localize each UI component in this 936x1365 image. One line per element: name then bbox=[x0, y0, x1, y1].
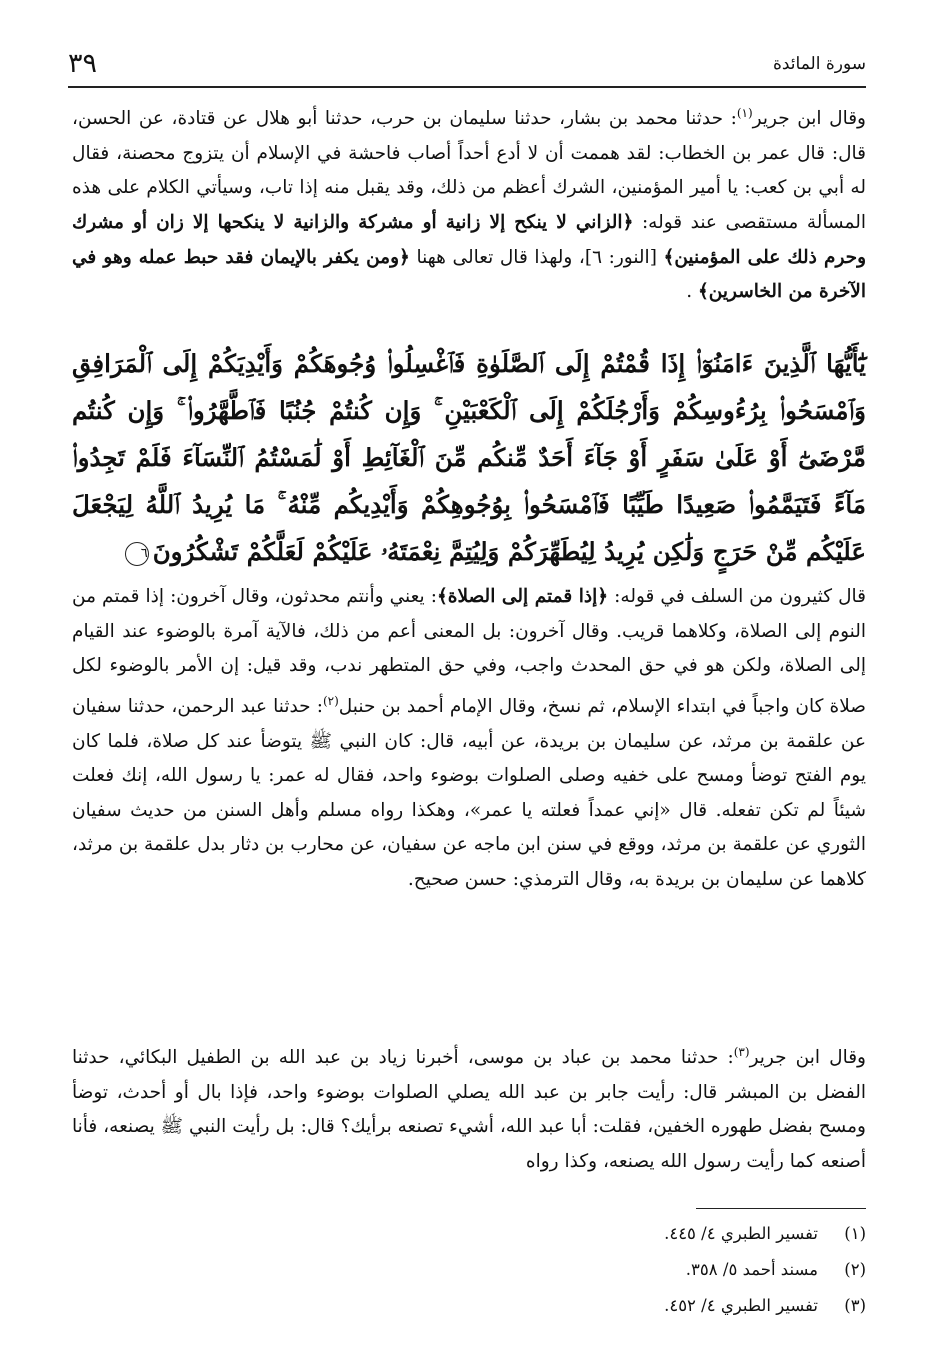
footnote bbox=[664, 1216, 866, 1252]
text-segment: : حدثنا محمد بن بشار، حدثنا سليمان بن حرب، حدثنا أبو هلال عن قتادة، عن الحسن، قال: قال عمر بن الخطاب: لقد هممت أن لا أدع أحداً أصاب فاحشة في الإسلام أن يتزوج محصنة، فقال له أبي بن كعب: يا أمير المؤمنين، الشرك أعظم من ذلك، وقد يقبل منه إذا تاب، وسيأتي الكلام على هذه المسألة مستقصى عند قوله: bbox=[72, 108, 866, 233]
footnote-text: تفسير الطبري ٤/ ٤٥٢. bbox=[664, 1296, 818, 1315]
footnote-text: مسند أحمد ٥/ ٣٥٨. bbox=[685, 1260, 818, 1279]
text-segment: قال كثيرون من السلف في قوله: bbox=[608, 586, 866, 607]
text-segment: وقال ابن جرير bbox=[749, 1047, 866, 1069]
footnote bbox=[664, 1288, 866, 1324]
text-segment: : حدثنا عبد الرحمن، حدثنا سفيان عن علقمة بن مرثد، عن سليمان بن بريدة، عن أبيه، قال: كان النبي ﷺ يتوضأ عند كل صلاة، فلما كان يوم الفتح توضأ ومسح على خفيه وصلى الصلوات بوضوء واحد، فقال له عمر: يا رسول الله، إنك فعلت شيئاً لم تكن تفعله. قال «إني عمداً فعلته يا عمر»، وهكذا رواه مسلم وأهل السنن من حديث سفيان الثوري عن علقمة بن مرثد، ووقع في سنن ابن ماجه عن سفيان، عن محارب بن دثار بدل علقمة بن مرثد، كلاهما عن سليمان بن بريدة به، وقال الترمذي: حسن صحيح. bbox=[72, 695, 866, 890]
footnote-number: (٢) bbox=[844, 1260, 866, 1279]
paragraph-ibn-jarir-1 bbox=[72, 96, 866, 310]
page-header bbox=[68, 48, 866, 88]
text-segment: . bbox=[686, 281, 698, 303]
quran-quote: ﴿إذا قمتم إلى الصلاة﴾ bbox=[436, 586, 609, 607]
text-segment: وقال ابن جرير bbox=[752, 108, 866, 130]
footnote-ref-2: (٢) bbox=[322, 693, 339, 708]
quran-quote: ﴿ومن يكفر بالإيمان فقد حبط عمله وهو في الآخرة من الخاسرين﴾ bbox=[72, 246, 866, 303]
surah-title: سورة المائدة bbox=[772, 54, 866, 74]
footnote-text: تفسير الطبري ٤/ ٤٤٥. bbox=[664, 1224, 818, 1243]
paragraph-ibn-jarir-2 bbox=[72, 1035, 866, 1180]
quran-verse-block bbox=[72, 340, 866, 575]
footnote-ref-1: (١) bbox=[736, 106, 753, 120]
footnote-number: (٣) bbox=[844, 1296, 866, 1315]
paragraph-commentary bbox=[72, 580, 866, 898]
text-segment: : يعني وأنتم محدثون، وقال آخرون: إذا قمتم من النوم إلى الصلاة، وكلاهما قريب. وقال آخرون: بل المعنى أعم من ذلك، فالآية آمرة بالوضوء عند القيام إلى الصلاة، ولكن هو في حق المحدث واجب، وفي حق المتطهر ندب، وقد قيل: إن الأمر بالوضوء لكل صلاة كان واجباً في ابتداء الإسلام، ثم نسخ، وقال الإمام أحمد بن حنبل bbox=[72, 586, 866, 717]
text-segment: [النور: ٦]، ولهذا قال تعالى ههنا bbox=[409, 246, 664, 268]
page-number: ٣٩ bbox=[68, 48, 98, 79]
footnote-number: (١) bbox=[844, 1224, 866, 1243]
footnote bbox=[664, 1252, 866, 1288]
footnote-ref-3: (٣) bbox=[733, 1045, 750, 1059]
footnote-separator bbox=[696, 1208, 866, 1209]
footnotes bbox=[664, 1216, 866, 1324]
quran-quote: ﴿الزاني لا ينكح إلا زانية أو مشركة والزانية لا ينكحها إلا زان أو مشرك وحرم ذلك على المؤمنين﴾ bbox=[72, 211, 867, 268]
quran-verse-text: يَٰٓأَيُّهَا ٱلَّذِينَ ءَامَنُوٓا۟ إِذَا قُمْتُمْ إِلَى ٱلصَّلَوٰةِ فَٱغْسِلُوا۟ وُجُوهَكُمْ وَأَيْدِيَكُمْ إِلَى ٱلْمَرَافِقِ وَٱمْسَحُوا۟ بِرُءُوسِكُمْ وَأَرْجُلَكُمْ إِلَى ٱلْكَعْبَيْنِ ۚ وَإِن كُنتُمْ جُنُبًا فَٱطَّهَّرُوا۟ ۚ وَإِن كُنتُم مَّرْضَىٰٓ أَوْ عَلَىٰ سَفَرٍ أَوْ جَآءَ أَحَدٌ مِّنكُم مِّنَ ٱلْغَآئِطِ أَوْ لَٰمَسْتُمُ ٱلنِّسَآءَ فَلَمْ تَجِدُوا۟ مَآءً فَتَيَمَّمُوا۟ صَعِيدًا طَيِّبًا فَٱمْسَحُوا۟ بِوُجُوهِكُمْ وَأَيْدِيكُم مِّنْهُ ۚ مَا يُرِيدُ ٱللَّهُ لِيَجْعَلَ عَلَيْكُم مِّنْ حَرَجٍ وَلَٰكِن يُرِيدُ لِيُطَهِّرَكُمْ وَلِيُتِمَّ نِعْمَتَهُۥ عَلَيْكُمْ لَعَلَّكُمْ تَشْكُرُونَ bbox=[72, 349, 866, 566]
ayah-number-marker: ٦ bbox=[125, 542, 149, 566]
text-segment: : حدثنا محمد بن عباد بن موسى، أخبرنا زياد بن عبد الله بن الطفيل البكائي، حدثنا الفضل بن المبشر قال: رأيت جابر بن عبد الله يصلي الصلوات بوضوء واحد، فإذا بال أو أحدث، توضأ ومسح بفضل طهوره الخفين، فقلت: أبا عبد الله، أشيء تصنعه برأيك؟ قال: بل رأيت النبي ﷺ يصنعه، فأنا أصنعه كما رأيت رسول الله يصنعه، وكذا رواه bbox=[72, 1047, 866, 1172]
